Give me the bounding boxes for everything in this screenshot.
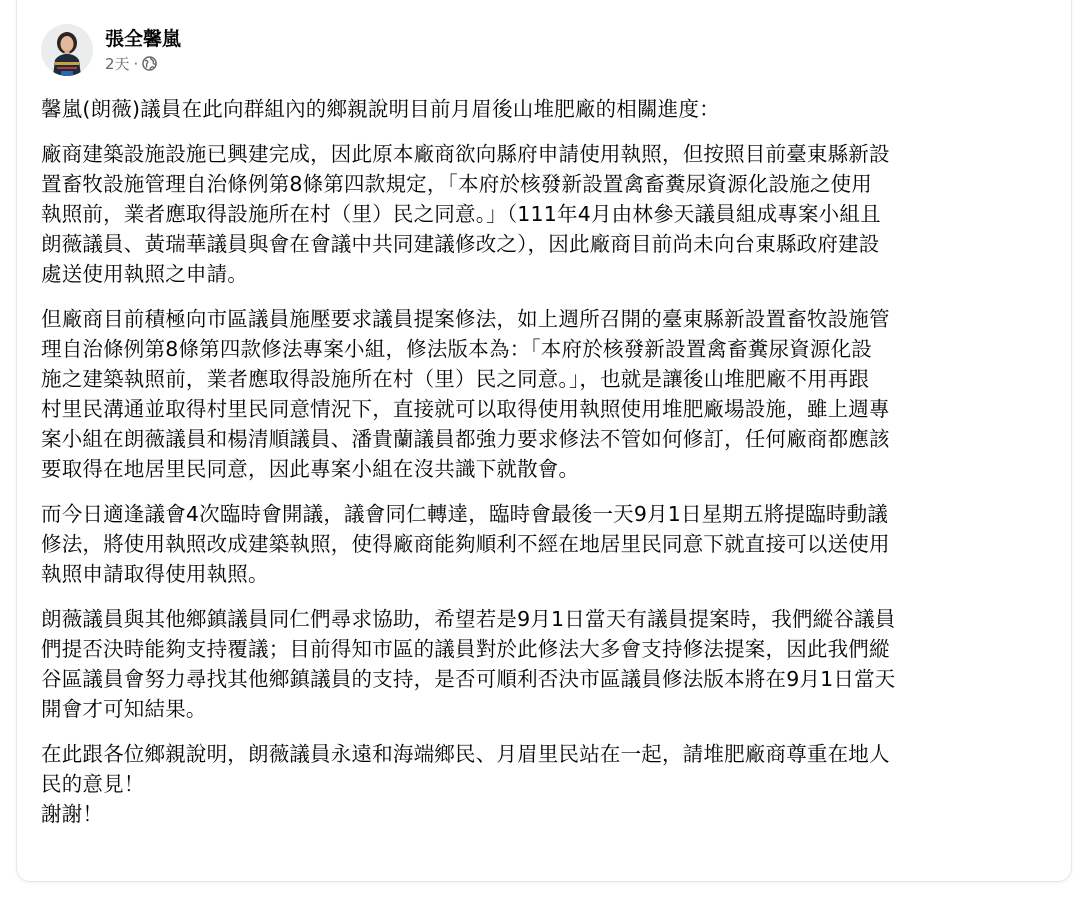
author-avatar[interactable]: [41, 24, 93, 76]
post-header: [41, 24, 181, 76]
globe-icon[interactable]: [142, 56, 157, 71]
post-meta: [105, 54, 181, 74]
post-paragraph: 朗薇議員與其他鄉鎮議員同仁們尋求協助，希望若是9月1日當天有議員提案時，我們縱谷議員 們提否決時能夠支持覆議；目前得知市區的議員對於此修法大多會支持修法提案，因此我們縱 谷區議員會努力尋找其他鄉鎮議員的支持，是否可順利否決市區議員修法版本將在9月1日當天 開會才可知結果。: [41, 607, 896, 721]
post-timestamp[interactable]: 2天: [105, 54, 130, 73]
meta-separator: ·: [133, 54, 139, 73]
post-paragraph: 馨嵐(朗薇)議員在此向群組內的鄉親說明目前月眉後山堆肥廠的相關進度：: [41, 97, 720, 121]
post-paragraph: 而今日適逢議會4次臨時會開議，議會同仁轉達，臨時會最後一天9月1日星期五將提臨時動議 修法，將使用執照改成建築執照，使得廠商能夠順利不經在地居里民同意下就直接可以送使用 執照申請取得使用執照。: [41, 502, 890, 586]
author-name[interactable]: 張全馨嵐: [105, 27, 182, 50]
post-paragraph: 但廠商目前積極向市區議員施壓要求議員提案修法，如上週所召開的臺東縣新設置畜牧設施管 理自治條例第8條第四款修法專案小組，修法版本為：「本府於核發新設置禽畜糞尿資源化設 施之建築執照前，業者應取得設施所在村（里）民之同意。」，也就是讓後山堆肥廠不用再跟 村里民溝通並取得村里民同意情況下，直接就可以取得使用執照使用堆肥廠場設施，雖上週專 案小組在朗薇議員和楊清順議員、潘貴蘭議員都強力要求修法不管如何修訂，任何廠商都應該 要取得在地居里民同意，因此專案小組在沒共識下就散會。: [41, 307, 890, 481]
post-paragraph: 在此跟各位鄉親說明，朗薇議員永遠和海端鄉民、月眉里民站在一起，請堆肥廠商尊重在地人 民的意見！ 謝謝！: [41, 742, 890, 826]
post-body: [41, 94, 1041, 844]
post-paragraph: 廠商建築設施設施已興建完成，因此原本廠商欲向縣府申請使用執照，但按照目前臺東縣新設 置畜牧設施管理自治條例第8條第四款規定，「本府於核發新設置禽畜糞尿資源化設施之使用 執照前，業者應取得設施所在村（里）民之同意。」（111年4月由林參天議員組成專案小組且 朗薇議員、黃瑞華議員與會在會議中共同建議修改之），因此廠商目前尚未向台東縣政府建設 處送使用執照之申請。: [41, 142, 890, 286]
